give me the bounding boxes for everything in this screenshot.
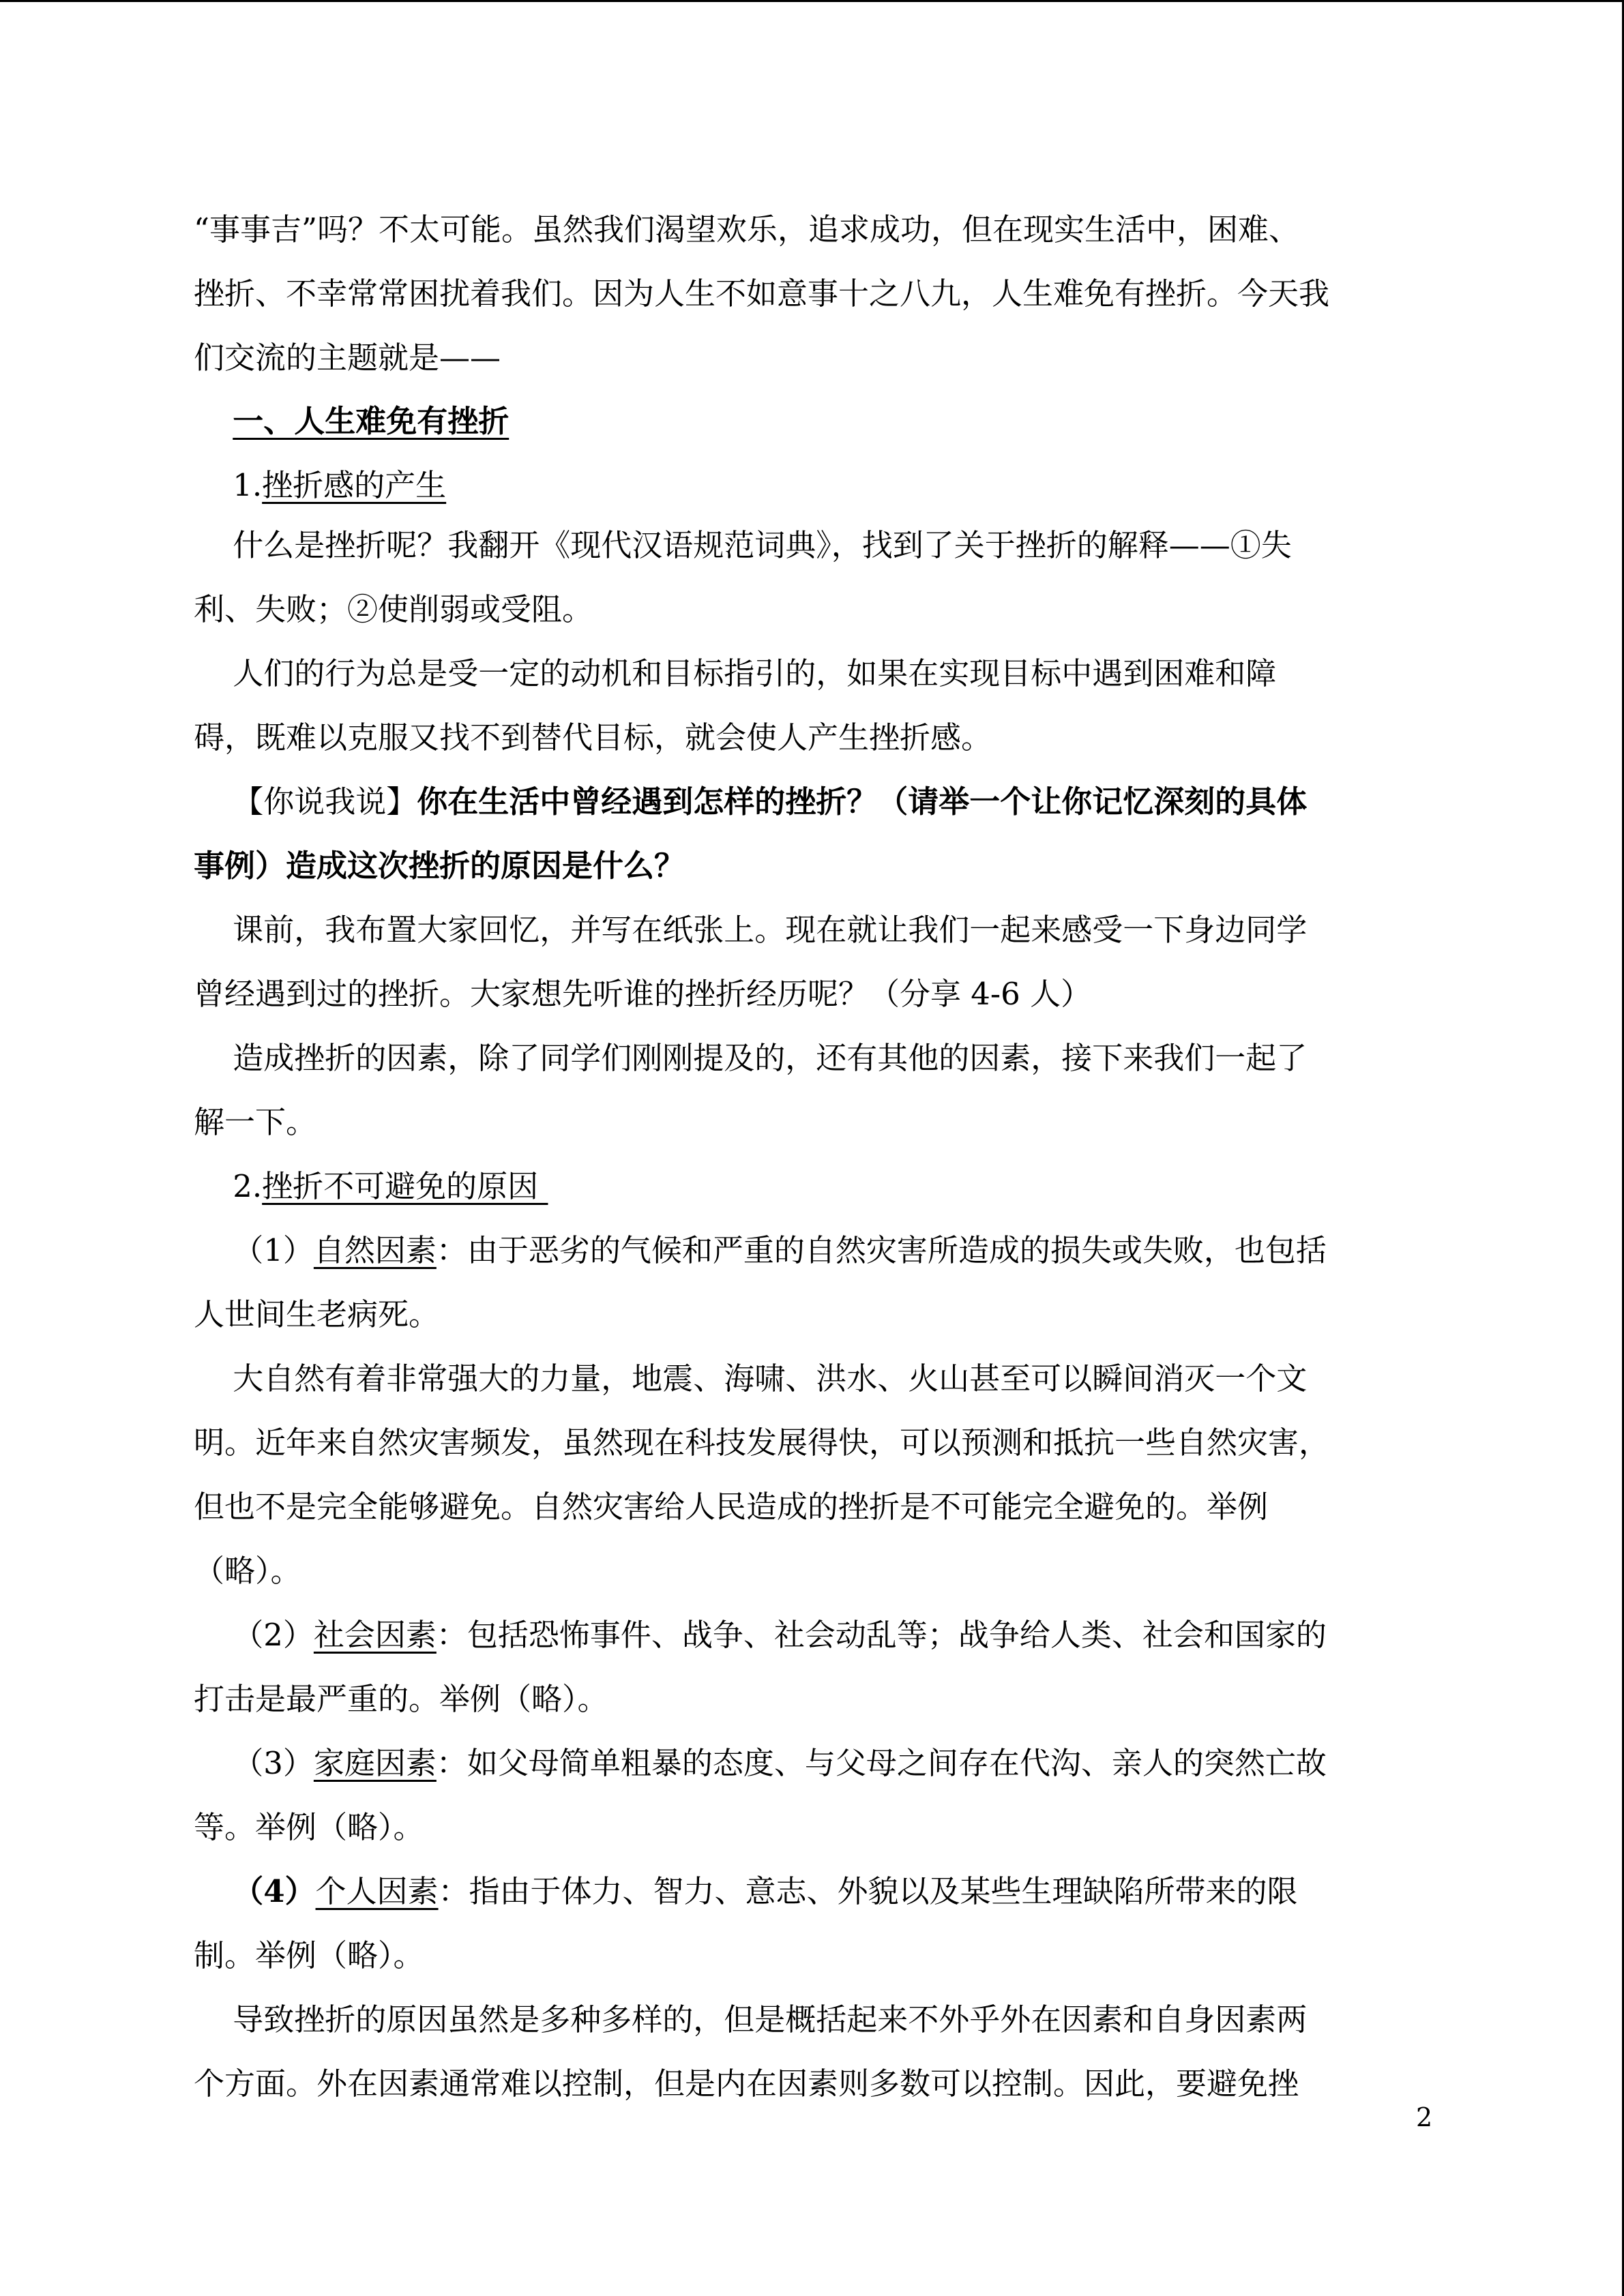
factor-description: ：由于恶劣的气候和严重的自然灾害所造成的损失或失败，也包括 — [436, 1232, 1327, 1268]
discussion-question: 你在生活中曾经遇到怎样的挫折？（请举一个让你记忆深刻的具体 — [417, 784, 1308, 820]
factor-description: ：指由于体力、智力、意志、外貌以及某些生理缺陷所带来的限 — [438, 1873, 1298, 1909]
paragraph-transition — [194, 1026, 1421, 1154]
subsection-heading-1 — [194, 453, 1421, 518]
text-line: 们交流的主题就是—— — [194, 340, 501, 376]
text-line: 事例）造成这次挫折的原因是什么？ — [194, 848, 685, 884]
paragraph-definition — [194, 513, 1421, 642]
text-line: 制。举例（略）。 — [194, 1937, 424, 1973]
discussion-label: 【你说我说】 — [233, 784, 417, 820]
text-line: 打击是最严重的。举例（略）。 — [194, 1681, 608, 1717]
text-line: 造成挫折的因素，除了同学们刚刚提及的，还有其他的因素，接下来我们一起了 — [194, 1040, 1308, 1076]
subsection-title: 挫折感的产生 — [262, 467, 447, 503]
factor-description: ：包括恐怖事件、战争、社会动乱等；战争给人类、社会和国家的 — [436, 1617, 1327, 1653]
text-line: 利、失败；②使削弱或受阻。 — [194, 591, 593, 627]
text-line: 人们的行为总是受一定的动机和目标指引的，如果在实现目标中遇到困难和障 — [194, 655, 1277, 691]
factor-term: 个人因素 — [315, 1873, 439, 1909]
text-line: 什么是挫折呢？我翻开《现代汉语规范词典》，找到了关于挫折的解释——①失 — [194, 527, 1292, 563]
text-line: 人世间生老病死。 — [194, 1296, 440, 1332]
paragraph-share — [194, 898, 1421, 1026]
text-line: 明。近年来自然灾害频发，虽然现在科技发展得快，可以预测和抵抗一些自然灾害， — [194, 1425, 1330, 1461]
subsection-number: 2. — [233, 1168, 263, 1204]
factor-term: 社会因素 — [313, 1617, 437, 1653]
text-line: 挫折、不幸常常困扰着我们。因为人生不如意事十之八九，人生难免有挫折。今天我 — [194, 275, 1330, 312]
text-line: 解一下。 — [194, 1104, 317, 1140]
factor-personal — [194, 1860, 1421, 1988]
text-line: 碍，既难以克服又找不到替代目标，就会使人产生挫折感。 — [194, 719, 992, 756]
section-heading — [194, 389, 1421, 453]
text-line: （略）。 — [194, 1553, 301, 1589]
text-line: 导致挫折的原因虽然是多种多样的，但是概括起来不外乎外在因素和自身因素两 — [194, 2001, 1308, 2038]
factor-number: （2） — [233, 1617, 314, 1653]
factor-description: ：如父母简单粗暴的态度、与父母之间存在代沟、亲人的突然亡故 — [436, 1745, 1327, 1781]
text-line: 曾经遇到过的挫折。大家想先听谁的挫折经历呢？（分享 4-6 人） — [194, 976, 1092, 1012]
paragraph-intro — [194, 198, 1421, 390]
subsection-heading-2 — [194, 1154, 1421, 1219]
factor-term: 自然因素 — [313, 1232, 437, 1268]
subsection-number: 1. — [233, 467, 263, 503]
factor-family — [194, 1731, 1421, 1860]
discussion-prompt — [194, 770, 1421, 898]
subsection-title: 挫折不可避免的原因 — [262, 1168, 548, 1204]
paragraph-nature — [194, 1347, 1421, 1603]
factor-social — [194, 1603, 1421, 1731]
page-top-border — [0, 0, 1624, 2]
text-line: 等。举例（略）。 — [194, 1809, 424, 1845]
text-line: “事事吉”吗？不太可能。虽然我们渴望欢乐，追求成功，但在现实生活中，困难、 — [194, 211, 1300, 248]
text-line: 课前，我布置大家回忆，并写在纸张上。现在就让我们一起来感受一下身边同学 — [194, 912, 1308, 948]
paragraph-behavior — [194, 642, 1421, 770]
section-heading-text: 一、人生难免有挫折 — [233, 403, 510, 439]
paragraph-summary — [194, 1988, 1421, 2116]
text-line: 大自然有着非常强大的力量，地震、海啸、洪水、火山甚至可以瞬间消灭一个文 — [194, 1360, 1308, 1397]
factor-term: 家庭因素 — [313, 1745, 437, 1781]
factor-number: （3） — [233, 1745, 314, 1781]
text-line: 个方面。外在因素通常难以控制，但是内在因素则多数可以控制。因此，要避免挫 — [194, 2066, 1299, 2102]
factor-natural — [194, 1219, 1421, 1347]
factor-number: （4） — [233, 1873, 316, 1909]
text-line: 但也不是完全能够避免。自然灾害给人民造成的挫折是不可能完全避免的。举例 — [194, 1489, 1269, 1525]
page-number: 2 — [1416, 2102, 1433, 2132]
factor-number: （1） — [233, 1232, 314, 1268]
